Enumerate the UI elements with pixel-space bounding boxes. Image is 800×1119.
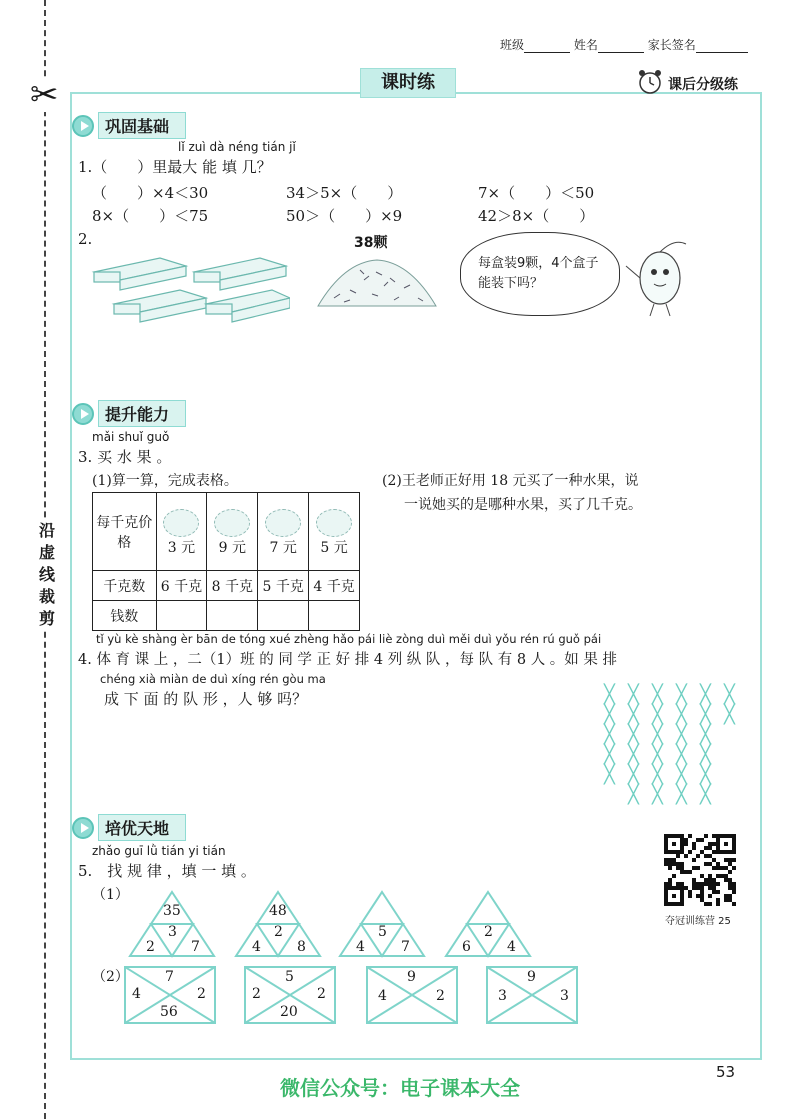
- q3-sub1: (1)算一算，完成表格。: [92, 473, 238, 489]
- box-top: 9: [527, 969, 536, 985]
- header-fields: [500, 36, 748, 53]
- qr-module: [688, 834, 692, 838]
- formation-cross: ╳: [628, 764, 639, 785]
- formation-cross: ╳: [652, 744, 663, 765]
- qr-module: [708, 894, 712, 898]
- formation-cross: ╳: [724, 704, 735, 725]
- q4-pinyin-2: chéng xià miàn de duì xíng rén gòu ma: [100, 672, 326, 686]
- qr-module: [688, 870, 692, 874]
- q5-pinyin: zhǎo guī lǜ tián yi tián: [92, 844, 226, 858]
- candy-pile-illustration: [314, 254, 440, 310]
- qr-module: [680, 902, 684, 906]
- qr-module: [688, 894, 692, 898]
- qr-module: [692, 858, 696, 862]
- box-top: 7: [165, 969, 174, 985]
- formation-cross: ╳: [628, 684, 639, 705]
- triangle-right: 7: [401, 939, 410, 955]
- number-box: [124, 966, 216, 1024]
- kg-cell: 4 千克: [309, 571, 360, 601]
- formation-cross: ╳: [604, 724, 615, 745]
- price-row-header: 每千克价格: [93, 493, 157, 571]
- triangle-left: 6: [462, 939, 471, 955]
- qr-module: [708, 902, 712, 906]
- name-label: 姓名: [573, 38, 598, 52]
- formation-cross: ╳: [604, 744, 615, 765]
- q1-title: 1.（ ）里最大 能 填 几？: [78, 158, 272, 176]
- triangle-left: 2: [146, 939, 155, 955]
- triangle-left: 4: [356, 939, 365, 955]
- play-icon: [72, 115, 94, 137]
- section-basic: [72, 112, 186, 139]
- candy-count-label: 38颗: [354, 235, 388, 251]
- q1-item-1: （ ）×4＜30: [92, 184, 209, 202]
- number-triangle: [444, 890, 532, 958]
- scissors-icon: ✂: [30, 75, 59, 115]
- qr-module: [732, 850, 736, 854]
- number-triangle: [234, 890, 322, 958]
- q1-item-2: 34＞5×（ ）: [286, 184, 403, 202]
- box-bottom: 56: [160, 1004, 178, 1020]
- money-cell[interactable]: [258, 601, 309, 631]
- formation-cross: ╳: [676, 744, 687, 765]
- formation-cross: ╳: [652, 684, 663, 705]
- qr-module: [716, 902, 720, 906]
- triangle-middle: 2: [484, 924, 493, 940]
- price-cell: 7 元: [269, 539, 297, 556]
- qr-module: [696, 866, 700, 870]
- q5-sub2: （2）: [92, 969, 129, 985]
- money-row-header: 钱数: [93, 601, 157, 631]
- candy-boxes-illustration: [90, 252, 290, 328]
- kg-cell: 6 千克: [156, 571, 207, 601]
- box-bottom: 20: [280, 1004, 298, 1020]
- q2-number: 2.: [78, 230, 93, 248]
- class-blank[interactable]: [524, 52, 570, 53]
- box-left: 2: [252, 986, 261, 1002]
- lesson-title: 课时练: [360, 68, 456, 98]
- q4-line2: 成 下 面 的 队 形 ，人 够 吗？: [104, 690, 308, 708]
- formation-cross: ╳: [604, 684, 615, 705]
- qr-module: [672, 894, 676, 898]
- section-title: 提升能力: [98, 400, 186, 427]
- formation-cross: ╳: [700, 684, 711, 705]
- name-blank[interactable]: [598, 52, 644, 53]
- box-left: 3: [498, 988, 507, 1004]
- qr-module: [732, 866, 736, 870]
- formation-cross: ╳: [676, 684, 687, 705]
- section-title: 巩固基础: [98, 112, 186, 139]
- kg-cell: 8 千克: [207, 571, 258, 601]
- box-top: 9: [407, 969, 416, 985]
- qr-module: [676, 854, 680, 858]
- q1-item-6: 42＞8×（ ）: [478, 207, 595, 225]
- formation-cross: ╳: [628, 724, 639, 745]
- parent-sign-label: 家长签名: [647, 38, 696, 52]
- triangle-middle: 2: [274, 924, 283, 940]
- q1-pinyin: lǐ zuì dà néng tián jǐ: [178, 140, 296, 154]
- formation-cross: ╳: [676, 764, 687, 785]
- qr-module: [696, 854, 700, 858]
- box-top: 5: [285, 969, 294, 985]
- parent-sign-blank[interactable]: [696, 52, 748, 53]
- box-left: 4: [378, 988, 387, 1004]
- qr-module: [724, 842, 728, 846]
- formation-cross: ╳: [628, 704, 639, 725]
- qr-module: [732, 902, 736, 906]
- formation-cross: ╳: [604, 704, 615, 725]
- formation-cross: ╳: [700, 764, 711, 785]
- number-triangle: [128, 890, 216, 958]
- formation-cross: ╳: [676, 784, 687, 805]
- q4-line1: 4. 体 育 课 上 ，二（1）班 的 同 学 正 好 排 4 列 纵 队 ，每 队 有 8 人 。如 果 排: [78, 652, 618, 668]
- fruit-table: [92, 492, 360, 631]
- formation-cross: ╳: [724, 684, 735, 705]
- formation-cross: ╳: [676, 704, 687, 725]
- cut-instruction: 沿虚线裁剪: [36, 520, 58, 630]
- number-box: [366, 966, 458, 1024]
- formation-cross: ╳: [700, 784, 711, 805]
- triangle-top: 48: [269, 903, 287, 919]
- qr-module: [684, 854, 688, 858]
- formation-cross: ╳: [700, 724, 711, 745]
- number-triangle: [338, 890, 426, 958]
- page-number: 53: [716, 1063, 736, 1081]
- qr-module: [704, 834, 708, 838]
- box-right: 2: [436, 988, 445, 1004]
- q3-pinyin: mǎi shuǐ guǒ: [92, 430, 170, 444]
- apple-icon: [163, 509, 199, 537]
- q3-sub2-line1: (2)王老师正好用 18 元买了一种水果，说: [382, 473, 639, 489]
- formation-cross: ╳: [628, 744, 639, 765]
- peach-icon: [316, 509, 352, 537]
- money-cell[interactable]: [309, 601, 360, 631]
- formation-cross: ╳: [652, 724, 663, 745]
- price-cell: 9 元: [218, 539, 246, 556]
- triangle-middle: 3: [168, 924, 177, 940]
- play-icon: [72, 403, 94, 425]
- qr-module: [688, 850, 692, 854]
- kg-row-header: 千克数: [93, 571, 157, 601]
- cherry-icon: [214, 509, 250, 537]
- qr-module: [728, 870, 732, 874]
- formation-cross: ╳: [652, 764, 663, 785]
- class-label: 班级: [500, 38, 525, 52]
- footer-watermark: 微信公众号：电子课本大全: [280, 1076, 520, 1100]
- triangle-middle: 5: [378, 924, 387, 940]
- queue-formation: [604, 686, 754, 810]
- number-box: [244, 966, 336, 1024]
- section-title: 培优天地: [98, 814, 186, 841]
- qr-module: [684, 842, 688, 846]
- q1-item-3: 7×（ ）＜50: [478, 184, 595, 202]
- money-cell[interactable]: [156, 601, 207, 631]
- banana-icon: [265, 509, 301, 537]
- qr-module: [732, 858, 736, 862]
- formation-cross: ╳: [628, 784, 639, 805]
- formation-cross: ╳: [700, 744, 711, 765]
- formation-cross: ╳: [676, 724, 687, 745]
- qr-module: [668, 866, 672, 870]
- level-label: 课后分级练: [668, 77, 738, 93]
- box-right: 3: [560, 988, 569, 1004]
- q5-title: 5. 找 规 律 ，填 一 填 。: [78, 862, 256, 880]
- q1-item-4: 8×（ ）＜75: [92, 207, 209, 225]
- box-left: 4: [132, 986, 141, 1002]
- kg-cell: 5 千克: [258, 571, 309, 601]
- number-box: [486, 966, 578, 1024]
- formation-cross: ╳: [604, 764, 615, 785]
- triangle-right: 4: [507, 939, 516, 955]
- triangle-right: 7: [191, 939, 200, 955]
- price-cell: 3 元: [167, 539, 196, 556]
- q3-sub2-line2: 一说她买的是哪种水果，买了几千克。: [404, 497, 642, 513]
- section-improve: [72, 400, 186, 427]
- alarm-clock-icon: [636, 68, 664, 96]
- q3-title: 3. 买 水 果 。: [78, 448, 172, 466]
- play-icon: [72, 817, 94, 839]
- qr-module: [692, 846, 696, 850]
- qr-module: [716, 890, 720, 894]
- formation-cross: ╳: [652, 704, 663, 725]
- q4-pinyin-1: tǐ yù kè shàng èr bān de tóng xué zhèng hǎo pái liè zòng duì měi duì yǒu rén rú guǒ pái: [96, 632, 602, 646]
- q5-sub1: （1）: [92, 887, 129, 903]
- price-cell: 5 元: [320, 539, 348, 556]
- q1-item-5: 50＞（ ）×9: [286, 207, 403, 225]
- box-right: 2: [317, 986, 326, 1002]
- qr-module: [732, 890, 736, 894]
- speech-bubble-text: 每盒装9颗，4个盒子能装下吗？: [478, 256, 599, 291]
- qr-module: [672, 874, 676, 878]
- cartoon-character-illustration: [624, 236, 694, 318]
- triangle-right: 8: [297, 939, 306, 955]
- section-excellence: [72, 814, 186, 841]
- qr-module: [716, 882, 720, 886]
- qr-module: [700, 838, 704, 842]
- box-right: 2: [197, 986, 206, 1002]
- qr-caption: 夺冠训练营 25: [665, 916, 731, 927]
- formation-cross: ╳: [700, 704, 711, 725]
- triangle-top: 35: [163, 903, 181, 919]
- qr-code-icon[interactable]: [664, 834, 736, 906]
- triangle-left: 4: [252, 939, 261, 955]
- money-cell[interactable]: [207, 601, 258, 631]
- qr-module: [672, 842, 676, 846]
- formation-cross: ╳: [652, 784, 663, 805]
